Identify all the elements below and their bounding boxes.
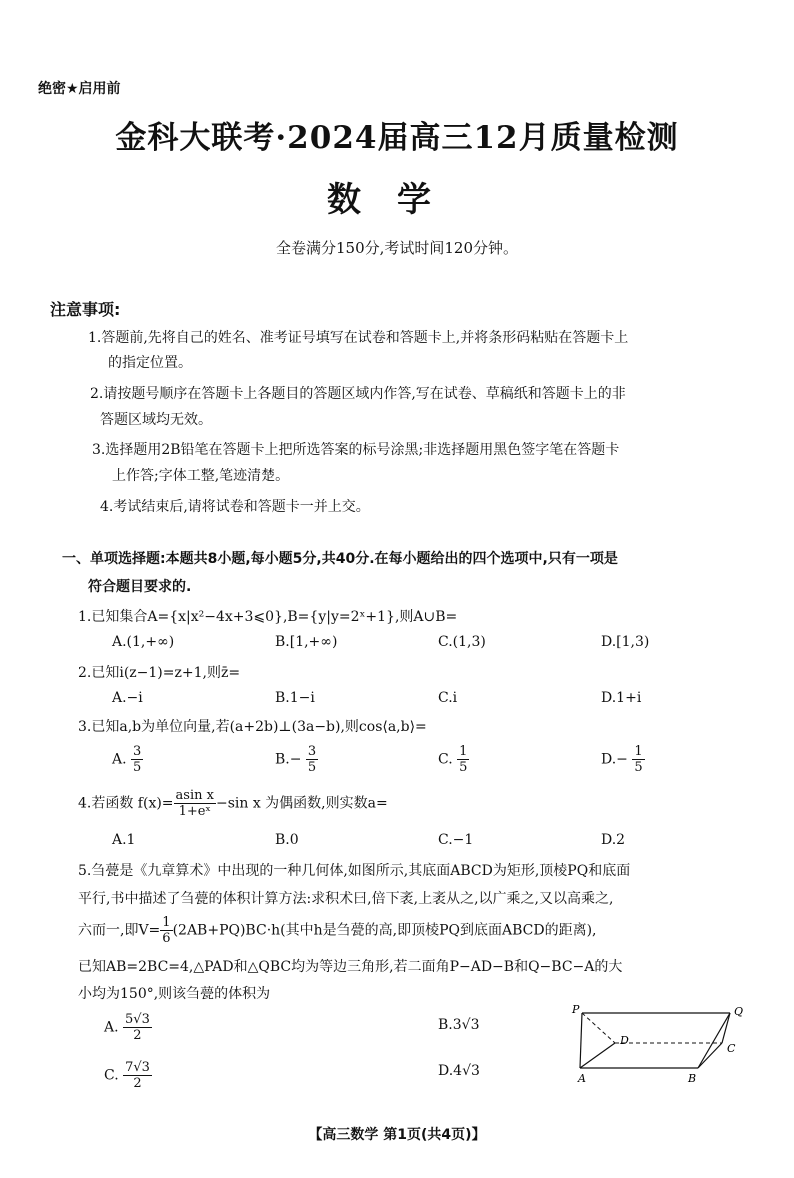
- q5-stem-line5: 小均为150°,则该刍甍的体积为: [78, 986, 271, 1002]
- q3-option-a: [112, 744, 143, 775]
- numerator: 1: [634, 744, 643, 759]
- q4-option-c: C.−1: [438, 832, 474, 848]
- denominator: 5: [307, 760, 317, 775]
- q3-option-b-fraction: [306, 744, 318, 775]
- page-footer: 【高三数学 第1页(共4页)】: [308, 1127, 486, 1143]
- exam-info: 全卷满分150分,考试时间120分钟。: [275, 239, 519, 257]
- q3-stem: 3.已知a,b为单位向量,若(a+2b)⊥(3a−b),则cos⟨a,b⟩=: [78, 719, 427, 735]
- note-line: 1.答题前,先将自己的姓名、准考证号填写在试卷和答题卡上,并将条形码粘贴在答题卡上: [88, 330, 629, 346]
- note-line: 上作答;字体工整,笔迹清楚。: [112, 468, 290, 484]
- q2-stem: 2.已知i(z−1)=z+1,则z̄=: [78, 665, 241, 681]
- q1-option-d: D.[1,3): [601, 634, 650, 650]
- edge-pa: [580, 1013, 582, 1068]
- note-line: 3.选择题用2B铅笔在答题卡上把所选答案的标号涂黑;非选择题用黑色签字笔在答题卡: [92, 442, 620, 458]
- numerator: asin x: [175, 788, 214, 803]
- q3-option-d-label: D.−: [601, 751, 628, 768]
- label-p: P: [572, 1003, 580, 1016]
- numerator: 5√3: [125, 1012, 150, 1027]
- q5-stem-line1: 5.刍甍是《九章算术》中出现的一种几何体,如图所示,其底面ABCD为矩形,顶棱PQ和底面: [78, 863, 631, 879]
- numerator: 7√3: [125, 1060, 150, 1075]
- q5-volume-fraction: [160, 915, 172, 946]
- edge-pd: [582, 1013, 615, 1043]
- q1-option-a: A.(1,+∞): [112, 634, 175, 650]
- label-a: A: [578, 1072, 586, 1085]
- q3-option-b: [275, 744, 318, 775]
- q3-option-c-fraction: [457, 744, 469, 775]
- edge-cq: [722, 1013, 730, 1043]
- note-line: 4.考试结束后,请将试卷和答题卡一并上交。: [100, 499, 370, 515]
- q5-stem-line4: 已知AB=2BC=4,△PAD和△QBC均为等边三角形,若二面角P−AD−B和Q−BC−A的大: [78, 959, 623, 975]
- q5-option-c-fraction: [123, 1060, 152, 1091]
- q5-option-b: B.3√3: [438, 1017, 480, 1033]
- denominator: 6: [162, 931, 171, 946]
- chumeng-figure: [560, 1000, 760, 1090]
- q4-option-a: A.1: [112, 832, 136, 848]
- q5-option-a: [104, 1012, 152, 1043]
- numerator: 1: [162, 915, 171, 930]
- q5-option-a-label: A.: [104, 1019, 119, 1036]
- q4-option-b: B.0: [275, 832, 299, 848]
- q5-option-a-fraction: [123, 1012, 152, 1043]
- q4-fraction: [174, 788, 216, 819]
- q3-option-d: [601, 744, 645, 775]
- subject-title: 数学: [327, 180, 467, 220]
- q5-stem-line2: 平行,书中描述了刍甍的体积计算方法:求积术曰,倍下袤,上袤从之,以广乘之,又以高乘之,: [78, 891, 614, 907]
- q3-option-c: [438, 744, 469, 775]
- note-line: 2.请按题号顺序在答题卡上各题目的答题区域内作答,写在试卷、草稿纸和答题卡上的非: [90, 386, 626, 402]
- q1-stem: 1.已知集合A={x|x²−4x+3⩽0},B={y|y=2ˣ+1},则A∪B=: [78, 609, 458, 625]
- q4-option-d: D.2: [601, 832, 626, 848]
- q2-option-b: B.1−i: [275, 690, 315, 706]
- exam-title: 金科大联考·2024届高三12月质量检测: [115, 120, 679, 156]
- q2-option-c: C.i: [438, 690, 458, 706]
- denominator: 5: [133, 760, 142, 775]
- q3-option-a-label: A.: [112, 751, 127, 768]
- notes-heading: 注意事项:: [50, 300, 121, 319]
- denominator: 2: [133, 1076, 142, 1091]
- part1-heading-cont: 符合题目要求的.: [88, 579, 192, 595]
- q2-option-a: A.−i: [112, 690, 143, 706]
- q2-option-d: D.1+i: [601, 690, 642, 706]
- numerator: 3: [307, 744, 317, 759]
- q5-option-c-label: C.: [104, 1067, 119, 1084]
- denominator: 1+eˣ: [178, 804, 211, 819]
- q3-option-d-fraction: [632, 744, 644, 775]
- q5-line3-post: (2AB+PQ)BC·h(其中h是刍甍的高,即顶棱PQ到底面ABCD的距离),: [172, 922, 597, 939]
- security-label: 绝密★启用前: [38, 81, 121, 97]
- denominator: 2: [133, 1028, 142, 1043]
- q5-stem-line3: [78, 915, 597, 946]
- denominator: 5: [459, 760, 468, 775]
- edge-ad: [580, 1043, 615, 1068]
- numerator: 1: [459, 744, 468, 759]
- q4-stem: [78, 788, 388, 819]
- label-b: B: [688, 1072, 697, 1085]
- note-line: 的指定位置。: [108, 355, 192, 371]
- q3-option-a-fraction: [131, 744, 143, 775]
- q3-option-c-label: C.: [438, 751, 453, 768]
- numerator: 3: [133, 744, 142, 759]
- label-d: D: [620, 1034, 629, 1047]
- edge-bq: [698, 1013, 730, 1068]
- label-q: Q: [734, 1005, 744, 1018]
- q3-option-b-label: B.−: [275, 751, 302, 768]
- q4-stem-post: −sin x 为偶函数,则实数a=: [215, 795, 388, 812]
- label-c: C: [727, 1042, 736, 1055]
- q5-option-c: [104, 1060, 152, 1091]
- note-line: 答题区域均无效。: [100, 412, 212, 428]
- q5-option-d: D.4√3: [438, 1063, 480, 1079]
- part1-heading: 一、单项选择题:本题共8小题,每小题5分,共40分.在每小题给出的四个选项中,只有一项是: [62, 551, 618, 567]
- q4-stem-pre: 4.若函数 f(x)=: [78, 795, 174, 812]
- q5-line3-pre: 六而一,即V=: [78, 922, 161, 939]
- q1-option-c: C.(1,3): [438, 634, 486, 650]
- q1-option-b: B.[1,+∞): [275, 634, 338, 650]
- denominator: 5: [634, 760, 643, 775]
